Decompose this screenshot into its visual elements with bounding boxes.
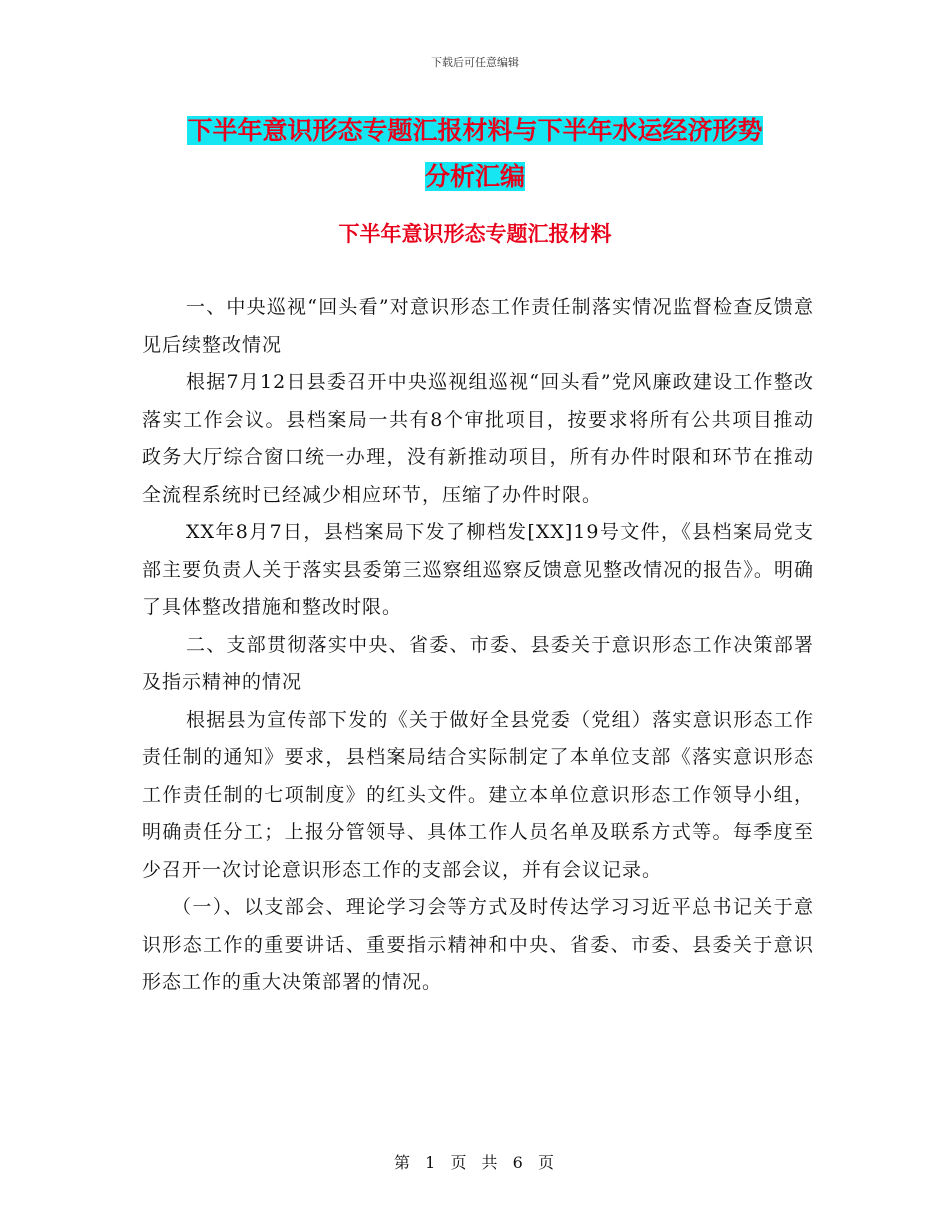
paragraph-6: （一）、以支部会、理论学习会等方式及时传达学习习近平总书记关于意识形态工作的重要讲话、重要指示精神和中央、省委、市委、县委关于意识形态工作的重大决策部署的情况。 (142, 896, 814, 993)
document-body (142, 289, 814, 1002)
section-title: 下半年意识形态专题汇报材料 (338, 222, 612, 246)
header-note: 下载后可任意编辑 (431, 56, 519, 69)
footer-label-di: 第 (394, 1153, 413, 1172)
footer-label-gong: 共 (481, 1153, 500, 1172)
footer-label-ye-2: 页 (537, 1153, 556, 1172)
page-footer (0, 1150, 950, 1173)
paragraph-3: XX年8月7日，县档案局下发了柳档发[XX]19号文件，《县档案局党支部主要负责人关于落实县委第三巡察组巡察反馈意见整改情况的报告》。明确了具体整改措施和整改时限。 (142, 521, 814, 618)
paragraph-1: 一、中央巡视“回头看”对意识形态工作责任制落实情况监督检查反馈意见后续整改情况 (142, 296, 814, 356)
document-title-line-1: 下半年意识形态专题汇报材料与下半年水运经济形势 (187, 116, 763, 145)
document-title (0, 108, 950, 200)
paragraph-4: 二、支部贯彻落实中央、省委、市委、县委关于意识形态工作决策部署及指示精神的情况 (142, 633, 814, 693)
paragraph-5: 根据县为宣传部下发的《关于做好全县党委（党组）落实意识形态工作责任制的通知》要求，县档案局结合实际制定了本单位支部《落实意识形态工作责任制的七项制度》的红头文件。建立本单位意识形态工作领导小组，明确责任分工；上报分管领导、具体工作人员名单及联系方式等。每季度至少召开一次讨论意识形态工作的支部会议，并有会议记录。 (142, 708, 814, 881)
paragraph-2: 根据7月12日县委召开中央巡视组巡视“回头看”党风廉政建设工作整改落实工作会议。县档案局一共有8个审批项目，按要求将所有公共项目推动政务大厅综合窗口统一办理，没有新推动项目，所有办件时限和环节在推动全流程系统时已经减少相应环节，压缩了办件时限。 (142, 371, 814, 506)
document-title-line-2: 分析汇编 (424, 162, 525, 191)
footer-total-pages: 6 (512, 1153, 525, 1172)
footer-label-ye: 页 (450, 1153, 469, 1172)
footer-page-number: 1 (425, 1153, 438, 1172)
